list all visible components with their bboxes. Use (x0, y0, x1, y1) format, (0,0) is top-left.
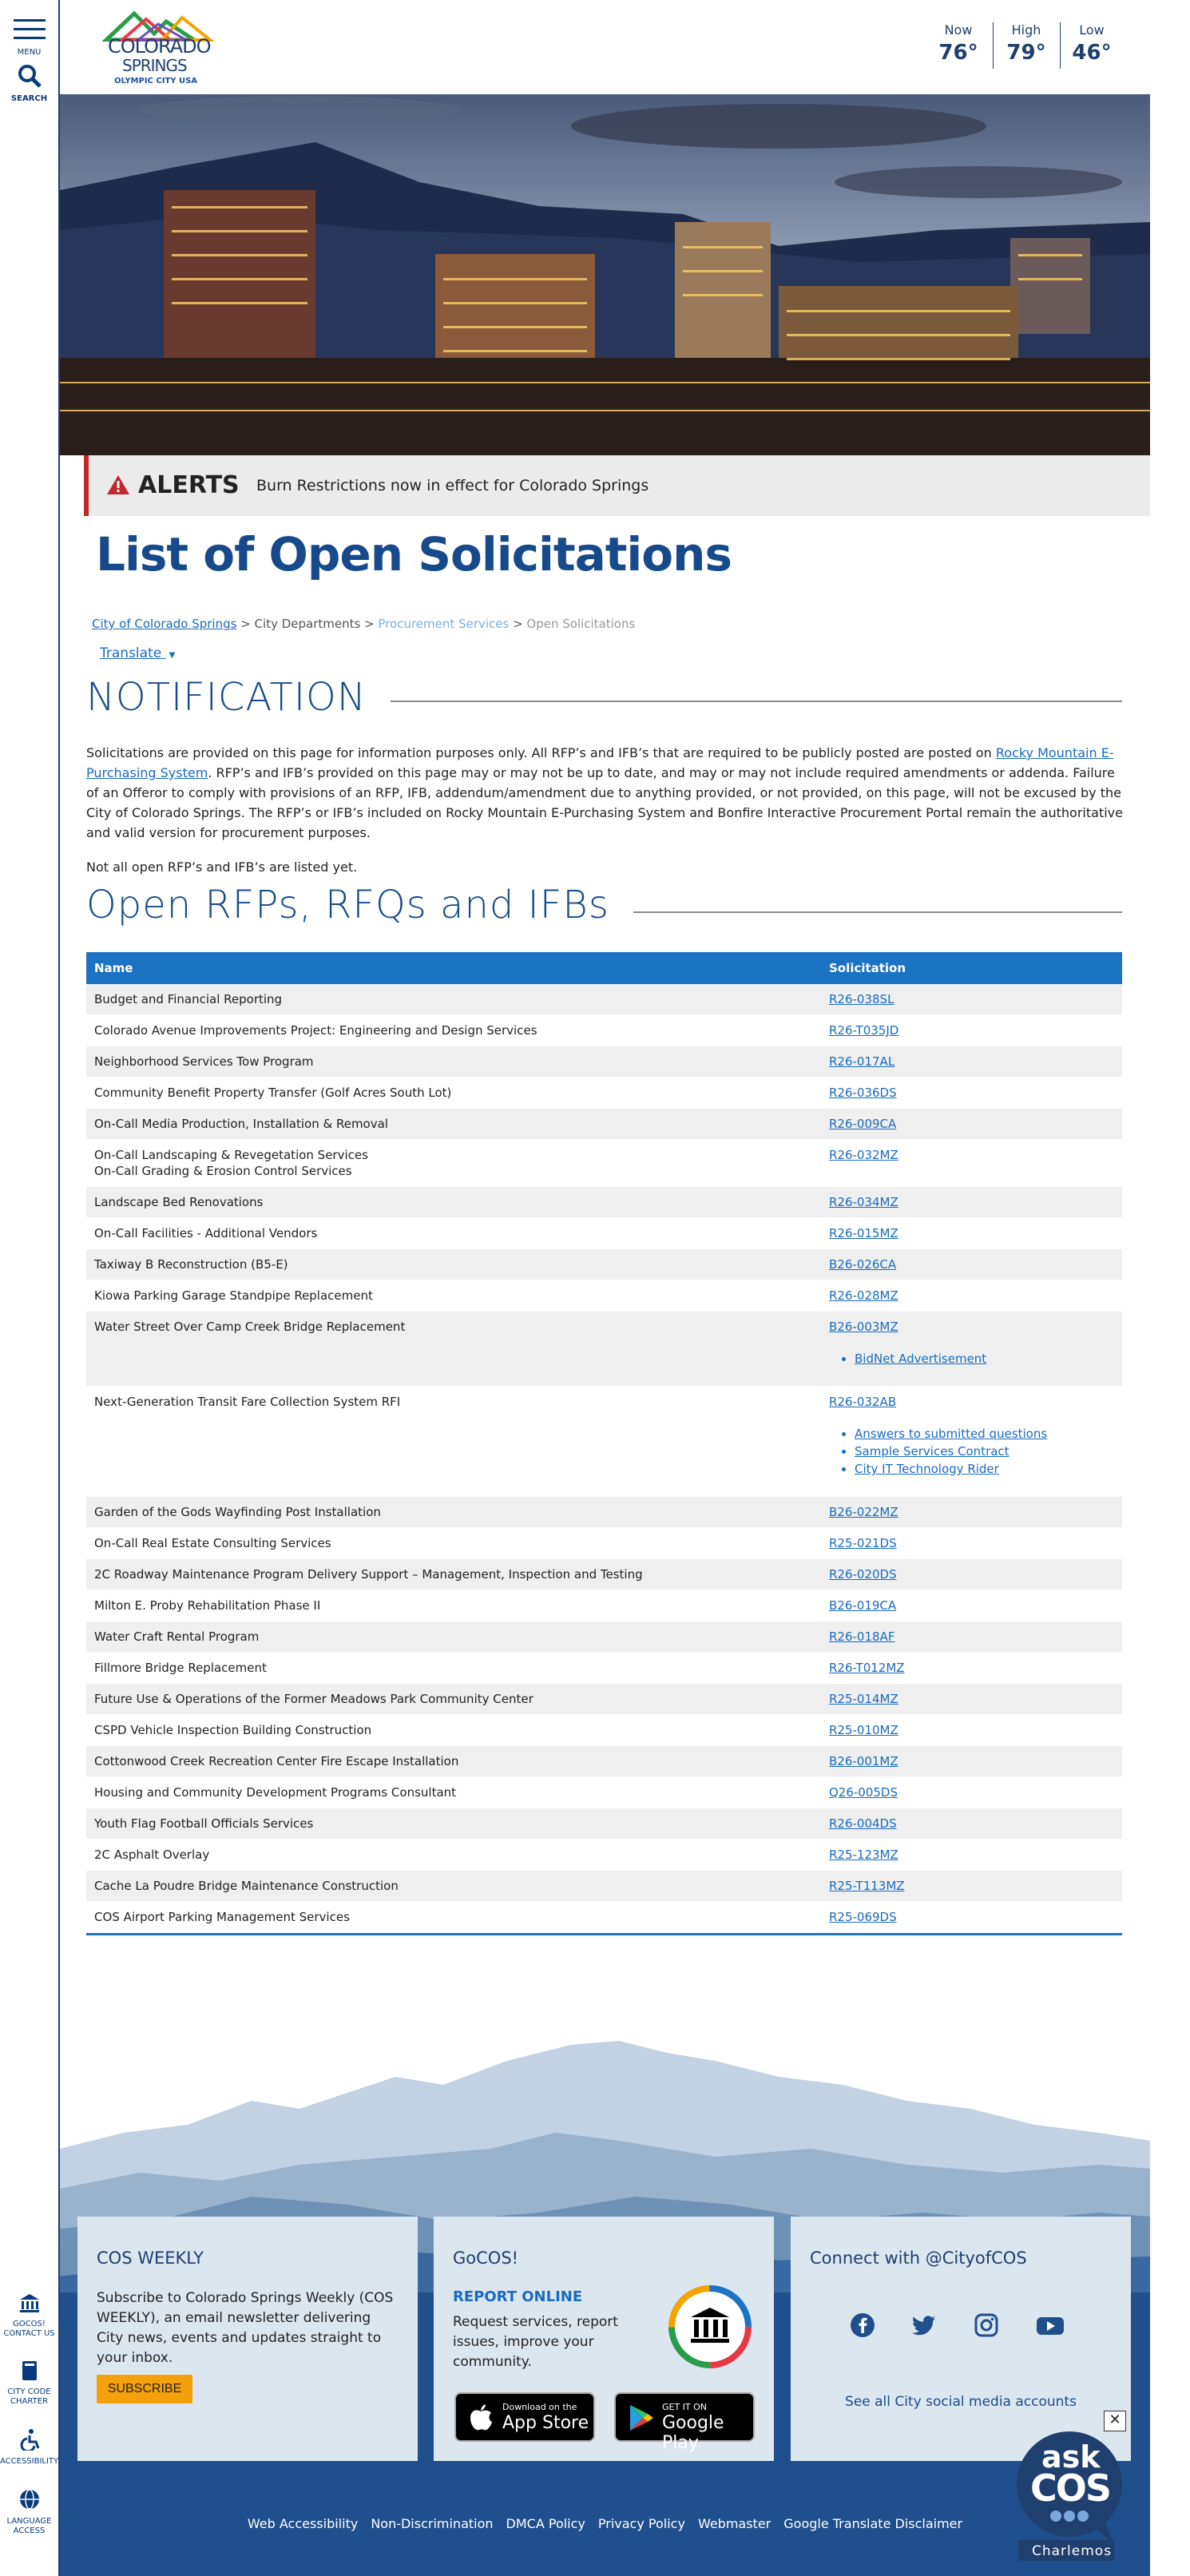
language-label: LANGUAGE ACCESS (6, 2517, 52, 2535)
solicitation-name-cell (86, 1878, 819, 1894)
solicitation-number-cell (819, 1194, 1122, 1210)
breadcrumb-current: Open Solicitations (526, 617, 636, 631)
solicitation-link[interactable]: R25-T113MZ (829, 1879, 905, 1893)
table-row (86, 1559, 1122, 1590)
solicitation-name-cell (86, 1598, 819, 1613)
accessibility-label: ACCESSIBILITY (0, 2457, 59, 2466)
hero-city-skyline-image (60, 94, 1150, 455)
solicitation-number-cell (819, 1535, 1122, 1551)
report-online-description: Request services, report issues, improve your community. (453, 2314, 618, 2370)
accessibility-button[interactable] (0, 2428, 58, 2467)
attachment-link[interactable]: BidNet Advertisement (855, 1352, 987, 1366)
breadcrumb-home[interactable]: City of Colorado Springs (92, 617, 237, 631)
solicitation-link[interactable]: R26-036DS (829, 1086, 897, 1100)
solicitation-name-cell (86, 1722, 819, 1738)
weather-high-value: 79° (1006, 41, 1046, 65)
solicitation-number-cell (819, 1147, 1122, 1179)
solicitation-name-cell (86, 1116, 819, 1132)
solicitation-link[interactable]: R26-004DS (829, 1816, 897, 1831)
solicitation-name: Water Street Over Camp Creek Bridge Replacement (94, 1320, 406, 1334)
solicitation-name: 2C Roadway Maintenance Program Delivery Support – Management, Inspection and Testing (94, 1567, 643, 1582)
notification-section (86, 675, 1122, 720)
solicitation-link[interactable]: R26-020DS (829, 1567, 897, 1582)
solicitation-link[interactable]: R25-123MZ (829, 1848, 898, 1862)
attachment-item (855, 1351, 1122, 1367)
solicitation-name-cell (86, 1566, 819, 1582)
solicitation-name: Budget and Financial Reporting (94, 992, 283, 1006)
notification-heading: NOTIFICATION (86, 675, 391, 720)
notification-body (86, 743, 1125, 891)
gocos-title: GoCOS! (453, 2249, 519, 2268)
solicitation-link[interactable]: R26-017AL (829, 1054, 895, 1069)
solicitation-name-cell (86, 1691, 819, 1707)
solicitation-name-cell (86, 1085, 819, 1101)
attachment-item (855, 1461, 1122, 1477)
solicitation-number-cell (819, 1909, 1122, 1925)
table-row (86, 1015, 1122, 1046)
table-row (86, 1808, 1122, 1840)
solicitation-number-cell (819, 1566, 1122, 1582)
open-solicitations-heading: Open RFPs, RFQs and IFBs (86, 883, 633, 927)
solicitation-name: Fillmore Bridge Replacement (94, 1661, 267, 1675)
table-row (86, 1218, 1122, 1249)
solicitation-number-cell (819, 1225, 1122, 1241)
cos-weekly-title: COS WEEKLY (97, 2249, 204, 2268)
logo-tagline: OLYMPIC CITY USA (114, 77, 198, 85)
ask-cos-name: Charlemos (1032, 2543, 1113, 2559)
solicitation-name-cell (86, 1225, 819, 1241)
solicitation-link[interactable]: R26-028MZ (829, 1288, 898, 1303)
breadcrumb-separator: > (236, 617, 255, 631)
table-row (86, 1187, 1122, 1218)
table-row (86, 1715, 1122, 1746)
solicitation-link[interactable]: B26-001MZ (829, 1754, 898, 1768)
translate-dropdown[interactable] (100, 645, 175, 661)
table-row (86, 1078, 1122, 1109)
solicitation-link[interactable]: R26-T035JD (829, 1023, 899, 1038)
solicitation-number-cell (819, 1022, 1122, 1038)
solicitation-name-cell (86, 1535, 819, 1551)
solicitation-name-cell (86, 1256, 819, 1272)
footer-link[interactable]: Web Accessibility (247, 2516, 359, 2531)
table-row (86, 1312, 1122, 1387)
solicitation-name-cell (86, 1816, 819, 1832)
see-all-social-link[interactable]: See all City social media accounts (845, 2394, 1077, 2410)
solicitation-number-cell (819, 1054, 1122, 1070)
footer-link[interactable]: Google Translate Disclaimer (783, 2516, 963, 2531)
solicitation-name: Milton E. Proby Rehabilitation Phase II (94, 1598, 321, 1613)
solicitation-link[interactable]: B26-003MZ (829, 1320, 898, 1334)
solicitation-number-cell (819, 1288, 1122, 1304)
breadcrumb-separator: > (509, 617, 527, 631)
solicitation-number-cell (819, 1816, 1122, 1832)
google-play-badge[interactable] (614, 2392, 755, 2453)
google-play-small-text: GET IT ON (662, 2402, 708, 2412)
solicitation-number-cell (819, 1753, 1122, 1769)
table-row (86, 984, 1122, 1015)
table-row (86, 1871, 1122, 1902)
solicitation-link[interactable]: B26-019CA (829, 1598, 897, 1613)
connect-card (791, 2217, 1131, 2461)
solicitation-link[interactable]: Q26-005DS (829, 1785, 898, 1800)
youtube-icon[interactable] (1036, 2312, 1065, 2338)
solicitation-number-cell (819, 1598, 1122, 1613)
solicitation-link[interactable]: R26-032AB (829, 1395, 897, 1409)
solicitation-name-cell (86, 1847, 819, 1863)
solicitation-name-cell (86, 991, 819, 1007)
solicitation-link[interactable]: R26-038SL (829, 992, 894, 1006)
facebook-icon[interactable] (850, 2312, 875, 2338)
column-header-name: Name (94, 961, 133, 975)
solicitation-number-cell (819, 1319, 1122, 1368)
solicitation-name: Cottonwood Creek Recreation Center Fire Escape Installation (94, 1754, 459, 1768)
weather-high (995, 22, 1057, 65)
search-icon (18, 64, 42, 88)
city-logo[interactable] (90, 10, 226, 85)
solicitation-number-cell (819, 1784, 1122, 1800)
solicitation-link[interactable]: R25-010MZ (829, 1723, 898, 1737)
solicitation-name-cell (86, 1909, 819, 1925)
solicitation-name: Garden of the Gods Wayfinding Post Installation (94, 1505, 381, 1519)
twitter-icon[interactable] (911, 2312, 937, 2338)
table-row (86, 1653, 1122, 1684)
solicitation-name: Taxiway B Reconstruction (B5-E) (94, 1257, 288, 1272)
weather-now-value: 76° (938, 41, 978, 65)
table-header (86, 952, 1122, 984)
solicitation-name: Next-Generation Transit Fare Collection System RFI (94, 1395, 401, 1409)
table-row (86, 1249, 1122, 1280)
gocos-label: GOCOS! CONTACT US (3, 2320, 55, 2338)
cos-weekly-card (77, 2217, 418, 2461)
weather-now (927, 22, 990, 65)
solicitation-number-cell (819, 1691, 1122, 1707)
solicitation-name-cell (86, 1054, 819, 1070)
warning-icon (106, 474, 130, 495)
alert-message[interactable]: Burn Restrictions now in effect for Colorado Springs (256, 477, 649, 494)
table-row (86, 1746, 1122, 1777)
table-row (86, 1902, 1122, 1933)
attachment-link[interactable]: Sample Services Contract (855, 1444, 1010, 1459)
weather-high-label: High (1011, 22, 1041, 38)
gocos-card (434, 2217, 774, 2461)
solicitation-name-line2: On-Call Grading & Erosion Control Services (94, 1164, 352, 1178)
table-row (86, 1528, 1122, 1559)
solicitation-link[interactable]: R25-014MZ (829, 1692, 898, 1706)
menu-label: MENU (17, 48, 42, 57)
logo-line1: COLORADO (108, 35, 211, 58)
connect-title: Connect with @CityofCOS (810, 2249, 1027, 2268)
solicitation-name: 2C Asphalt Overlay (94, 1848, 210, 1862)
solicitation-attachments-list (855, 1351, 1122, 1367)
table-body (86, 984, 1122, 1933)
app-store-small-text: Download on the (502, 2402, 577, 2412)
solicitation-number-cell (819, 1116, 1122, 1132)
footer-link[interactable]: DMCA Policy (506, 2516, 585, 2531)
app-store-badge[interactable] (454, 2392, 595, 2442)
solicitation-name: Colorado Avenue Improvements Project: Engineering and Design Services (94, 1023, 537, 1038)
solicitation-name-cell (86, 1784, 819, 1800)
solicitation-name: On-Call Landscaping & Revegetation Services (94, 1148, 368, 1162)
subscribe-button[interactable]: SUBSCRIBE (97, 2375, 192, 2403)
solicitation-name: Community Benefit Property Transfer (Golf Acres South Lot) (94, 1086, 452, 1100)
hamburger-icon (14, 18, 46, 42)
report-online-heading: REPORT ONLINE (453, 2288, 583, 2305)
solicitation-number-cell (819, 1085, 1122, 1101)
footer-link[interactable]: Webmaster (697, 2516, 772, 2531)
site-header (60, 0, 1150, 96)
table-row (86, 1840, 1122, 1871)
globe-icon (18, 2488, 41, 2511)
solicitation-number-cell (819, 1722, 1122, 1738)
table-row (86, 1046, 1122, 1078)
solicitation-link[interactable]: R26-T012MZ (829, 1661, 905, 1675)
solicitations-table (86, 952, 1122, 1935)
close-chat-button[interactable]: ✕ (1104, 2411, 1126, 2431)
solicitation-number-cell (819, 991, 1122, 1007)
solicitation-link[interactable]: B26-022MZ (829, 1505, 898, 1519)
solicitation-name: Future Use & Operations of the Former Meadows Park Community Center (94, 1692, 534, 1706)
notification-text: Solicitations are provided on this page for information purposes only. All RFP’s and IFB’s that are required to be publicly posted are posted on (86, 745, 996, 760)
alert-banner[interactable] (84, 455, 1150, 516)
sidebar (0, 0, 60, 2576)
solicitation-number-cell (819, 1504, 1122, 1520)
footer-link[interactable]: Privacy Policy (597, 2516, 685, 2531)
footer-link[interactable]: Non-Discrimination (371, 2516, 494, 2531)
solicitation-link[interactable]: R26-032MZ (829, 1148, 898, 1162)
solicitation-name: Housing and Community Development Programs Consultant (94, 1785, 457, 1800)
solicitation-link[interactable]: R25-069DS (829, 1910, 897, 1924)
table-row (86, 1109, 1122, 1140)
solicitation-link[interactable]: R26-015MZ (829, 1226, 898, 1240)
table-row (86, 1684, 1122, 1715)
solicitation-number-cell (819, 1256, 1122, 1272)
table-row (86, 1590, 1122, 1621)
apple-icon (469, 2403, 493, 2432)
translate-label: Translate (100, 645, 162, 661)
weather-divider (993, 22, 994, 69)
menu-button[interactable] (0, 18, 58, 58)
solicitation-link[interactable]: R26-034MZ (829, 1195, 898, 1209)
language-access-button[interactable] (0, 2488, 58, 2536)
weather-now-label: Now (944, 22, 973, 38)
attachment-link[interactable]: City IT Technology Rider (855, 1462, 999, 1476)
solicitation-name-cell (86, 1660, 819, 1676)
notification-text: . RFP’s and IFB’s provided on this page may or may not be up to date, and may or may not include required amendments or addenda. Failure of an Offeror to comply with provisions of an RFP, IFB, addendum/amendment due to anything provided, or not provided, on this page, will not be excused by the City of Colorado Springs. The RFP’s or IFB’s included on Rocky Mountain E-Purchasing System and Bonfire Interactive Procurement Portal remain the authoritative and valid version for procurement purposes. (86, 765, 1123, 840)
app-store-big-text: App Store (502, 2413, 589, 2433)
solicitation-link[interactable]: R26-009CA (829, 1117, 897, 1131)
building-columns-icon (19, 2292, 40, 2313)
table-row (86, 1621, 1122, 1653)
breadcrumb-separator: > (360, 617, 379, 631)
solicitation-name: Cache La Poudre Bridge Maintenance Construction (94, 1879, 399, 1893)
ask-cos-chat-widget[interactable] (1014, 2428, 1125, 2562)
table-row (86, 1387, 1122, 1497)
attachment-link[interactable]: Answers to submitted questions (855, 1427, 1048, 1441)
solicitation-name-cell (86, 1629, 819, 1645)
instagram-icon[interactable] (974, 2312, 999, 2338)
google-play-icon (629, 2403, 654, 2432)
ask-cos-text-cos: COS (1030, 2467, 1110, 2510)
solicitation-name: COS Airport Parking Management Services (94, 1910, 350, 1924)
notification-paragraph (86, 743, 1125, 843)
search-button[interactable] (0, 64, 58, 104)
solicitation-name: Water Craft Rental Program (94, 1629, 260, 1644)
cos-weekly-body: Subscribe to Colorado Springs Weekly (COS WEEKLY), an email newsletter delivering City news, events and updates straight to your inbox. (97, 2290, 394, 2366)
logo-line2: SPRINGS (122, 56, 187, 75)
solicitation-link[interactable]: B26-026CA (829, 1257, 897, 1272)
open-solicitations-section (86, 883, 1122, 927)
google-play-big-text: Google Play (662, 2413, 724, 2453)
gocos-app-logo-icon[interactable] (667, 2284, 753, 2370)
gocos-contact-button[interactable] (0, 2292, 58, 2339)
solicitation-link[interactable]: R26-018AF (829, 1629, 895, 1644)
breadcrumb-departments[interactable]: City Departments (254, 617, 361, 631)
attachment-item (855, 1426, 1122, 1442)
table-row (86, 1140, 1122, 1187)
book-icon (20, 2360, 39, 2381)
solicitation-name-cell (86, 1194, 819, 1210)
solicitation-name-cell (86, 1753, 819, 1769)
solicitation-name-cell (86, 1147, 819, 1179)
alert-title: ALERTS (138, 471, 240, 499)
table-row (86, 1777, 1122, 1808)
wheelchair-icon (18, 2428, 41, 2451)
caret-down-icon: ▼ (169, 651, 176, 660)
page-title: List of Open Solicitations (96, 527, 732, 581)
table-row (86, 1280, 1122, 1312)
solicitation-name-cell (86, 1288, 819, 1304)
notification-note: Not all open RFP’s and IFB’s are listed yet. (86, 859, 358, 875)
column-header-solicitation: Solicitation (829, 961, 906, 975)
solicitation-name-cell (86, 1504, 819, 1520)
solicitation-name-cell (86, 1022, 819, 1038)
solicitation-name: Youth Flag Football Officials Services (94, 1816, 314, 1831)
solicitation-name: On-Call Facilities - Additional Vendors (94, 1226, 318, 1240)
attachment-item (855, 1443, 1122, 1459)
solicitation-number-cell (819, 1394, 1122, 1479)
solicitation-number-cell (819, 1629, 1122, 1645)
ask-cos-text-ask: ask (1041, 2439, 1101, 2475)
breadcrumb-procurement[interactable]: Procurement Services (378, 617, 510, 631)
city-code-label: CITY CODE CHARTER (7, 2387, 51, 2406)
solicitation-name: Neighborhood Services Tow Program (94, 1054, 314, 1069)
solicitation-name-cell (86, 1319, 819, 1368)
solicitation-name: Kiowa Parking Garage Standpipe Replacement (94, 1288, 373, 1303)
search-label: SEARCH (10, 94, 48, 103)
weather-low-label: Low (1079, 22, 1105, 38)
solicitation-name: On-Call Media Production, Installation & Removal (94, 1117, 388, 1131)
solicitation-number-cell (819, 1878, 1122, 1894)
solicitation-name: On-Call Real Estate Consulting Services (94, 1536, 331, 1550)
solicitation-attachments-list (855, 1426, 1122, 1477)
city-code-button[interactable] (0, 2360, 58, 2407)
solicitation-link[interactable]: R25-021DS (829, 1536, 897, 1550)
solicitation-number-cell (819, 1660, 1122, 1676)
solicitation-name: CSPD Vehicle Inspection Building Construction (94, 1723, 372, 1737)
solicitation-name: Landscape Bed Renovations (94, 1195, 264, 1209)
rocky-mountain-link[interactable]: Rocky Mountain E-Purchasing System (86, 745, 1114, 780)
solicitation-name-cell (86, 1394, 819, 1479)
table-row (86, 1497, 1122, 1528)
solicitation-number-cell (819, 1847, 1122, 1863)
weather-low (1061, 22, 1123, 65)
breadcrumb (92, 617, 635, 631)
footer-links (60, 2516, 1150, 2531)
weather-low-value: 46° (1072, 41, 1112, 65)
